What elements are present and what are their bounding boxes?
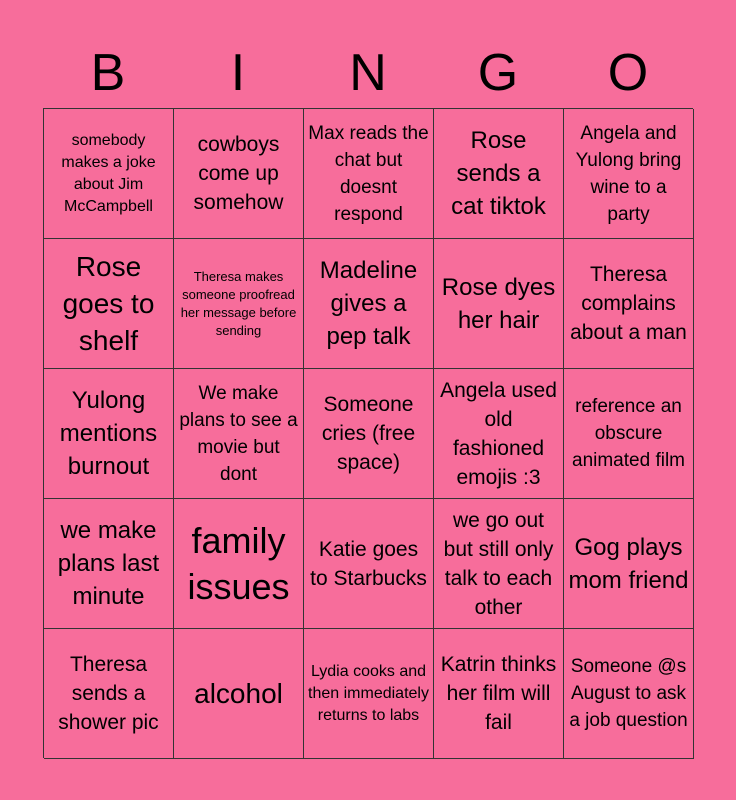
bingo-cell[interactable] xyxy=(564,629,694,759)
bingo-board xyxy=(43,108,693,758)
cell-text: cowboys come up somehow xyxy=(193,133,284,214)
cell-text: Theresa complains about a man xyxy=(570,263,687,344)
bingo-cell[interactable] xyxy=(174,369,304,499)
bingo-cell[interactable] xyxy=(44,369,174,499)
cell-text: Lydia cooks and then immediately returns to labs xyxy=(308,662,429,724)
cell-text: Yulong mentions burnout xyxy=(59,387,158,480)
bingo-cell[interactable] xyxy=(174,109,304,239)
cell-text: reference an obscure animated film xyxy=(572,396,685,471)
cell-text: We make plans to see a movie but dont xyxy=(179,382,298,485)
cell-text: Gog plays mom friend xyxy=(568,533,689,594)
bingo-cell[interactable] xyxy=(434,499,564,629)
cell-text: Theresa sends a shower pic xyxy=(58,653,159,734)
cell-text: Rose sends a cat tiktok xyxy=(451,127,546,220)
bingo-cell[interactable] xyxy=(174,629,304,759)
bingo-cell[interactable] xyxy=(304,629,434,759)
bingo-cell[interactable] xyxy=(434,239,564,369)
cell-text: we make plans last minute xyxy=(57,517,160,610)
cell-text: Someone @s August to ask a job question xyxy=(569,656,688,731)
cell-text: Angela used old fashioned emojis :3 xyxy=(440,378,557,489)
cell-text: Rose goes to shelf xyxy=(62,251,155,356)
cell-text: Someone cries (free space) xyxy=(321,393,416,474)
cell-text: Madeline gives a pep talk xyxy=(319,257,418,350)
bingo-cell[interactable] xyxy=(304,239,434,369)
bingo-cell[interactable] xyxy=(434,369,564,499)
bingo-cell[interactable] xyxy=(434,629,564,759)
header-letter-n: N xyxy=(349,44,387,102)
header-letter-b: B xyxy=(90,44,126,102)
cell-text: Angela and Yulong bring wine to a party xyxy=(575,122,682,225)
cell-text: Katrin thinks her film will fail xyxy=(440,653,557,734)
bingo-cell[interactable] xyxy=(44,239,174,369)
cell-text: somebody makes a joke about Jim McCampbell xyxy=(61,131,156,215)
cell-text: alcohol xyxy=(194,678,283,709)
bingo-cell[interactable] xyxy=(44,629,174,759)
bingo-cell[interactable] xyxy=(304,369,434,499)
cell-text: Max reads the chat but doesnt respond xyxy=(308,122,429,225)
bingo-cell[interactable] xyxy=(44,499,174,629)
cell-text: Katie goes to Starbucks xyxy=(310,537,427,590)
header-letter-i: I xyxy=(230,44,246,102)
cell-text: we go out but still only talk to each other xyxy=(443,508,554,619)
bingo-cell[interactable] xyxy=(174,239,304,369)
header-letter-g: G xyxy=(477,44,519,102)
bingo-header xyxy=(43,38,693,108)
bingo-cell[interactable] xyxy=(564,369,694,499)
cell-text: Theresa makes someone proofread her message before sending xyxy=(180,268,297,338)
bingo-cell[interactable] xyxy=(304,499,434,629)
cell-text: family issues xyxy=(187,519,290,607)
bingo-cell[interactable] xyxy=(44,109,174,239)
bingo-cell[interactable] xyxy=(434,109,564,239)
cell-text: Rose dyes her hair xyxy=(441,273,556,334)
bingo-cell[interactable] xyxy=(174,499,304,629)
bingo-cell[interactable] xyxy=(564,109,694,239)
bingo-cell[interactable] xyxy=(304,109,434,239)
header-letter-o: O xyxy=(607,44,649,102)
bingo-cell[interactable] xyxy=(564,239,694,369)
bingo-cell[interactable] xyxy=(564,499,694,629)
